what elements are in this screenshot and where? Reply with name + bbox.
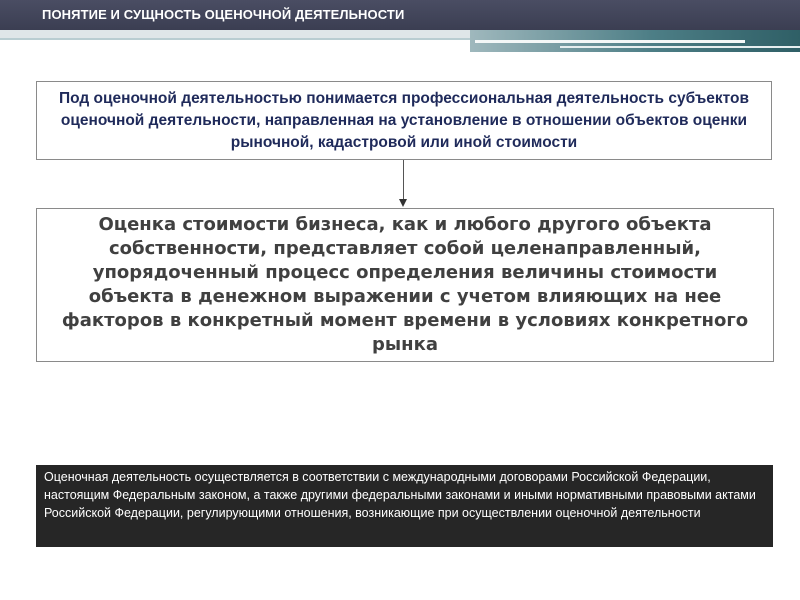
definition-box (36, 81, 772, 160)
business-valuation-text: Оценка стоимости бизнеса, как и любого другого объекта собственности, представляет собой целенаправленный, упорядоченный процесс определения величины стоимости объекта в денежном выражении с учетом влияющих на нее факторов в конкретный момент времени в условиях конкретного рынка (61, 214, 749, 355)
business-valuation-box (36, 208, 774, 362)
arrow-down-icon (399, 199, 407, 207)
definition-text: Под оценочной деятельностью понимается профессиональная деятельность субъектов оценочной деятельности, направленная на установление в отношении объектов оценки рыночной, кадастровой или иной стоимости (58, 89, 750, 151)
decorative-stripe (560, 46, 800, 48)
legal-basis-box (36, 465, 773, 547)
title-bar (0, 0, 800, 30)
legal-basis-text: Оценочная деятельность осуществляется в соответствии с международными договорами Российской Федерации, настоящим Федеральным законом, а также другими федеральными законами и иными нормативными правовыми актами Российской Федерации, регулирующими отношения, возникающие при осуществлении оценочной деятельности (44, 470, 756, 520)
decorative-stripe (475, 40, 745, 43)
connector-arrow-line (403, 160, 404, 200)
decorative-stripe (0, 38, 470, 40)
slide-title: ПОНЯТИЕ И СУЩНОСТЬ ОЦЕНОЧНОЙ ДЕЯТЕЛЬНОСТИ (42, 7, 405, 22)
